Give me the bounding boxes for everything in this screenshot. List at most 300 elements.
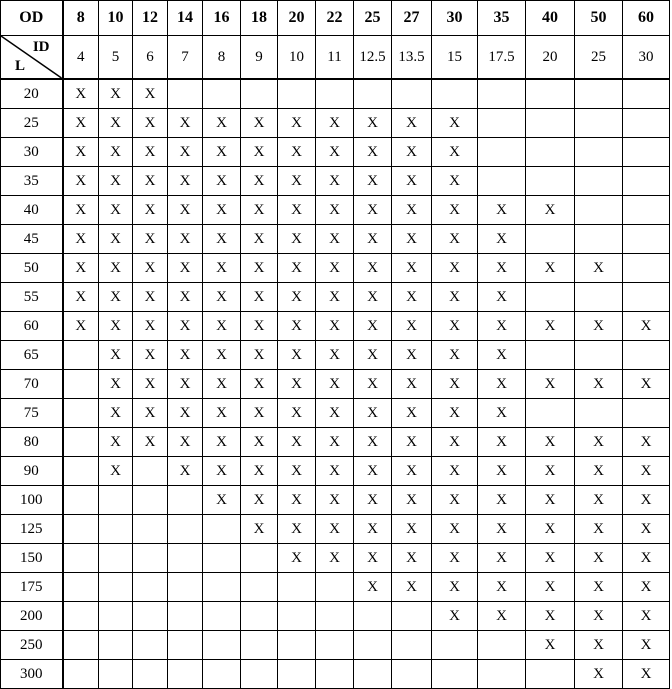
availability-mark-cell: X: [575, 312, 623, 341]
id-header-row: [1, 36, 670, 80]
empty-cell: [526, 225, 575, 254]
availability-mark-cell: X: [241, 138, 278, 167]
od-header-cell: 12: [133, 1, 168, 36]
od-header-cell: 40: [526, 1, 575, 36]
availability-mark-cell: X: [241, 167, 278, 196]
availability-mark-cell: X: [203, 196, 241, 225]
length-cell: 20: [1, 79, 63, 109]
length-cell: 65: [1, 341, 63, 370]
availability-mark-cell: X: [526, 370, 575, 399]
availability-mark-cell: X: [241, 196, 278, 225]
availability-mark-cell: X: [354, 254, 392, 283]
table-row: [1, 544, 670, 573]
empty-cell: [63, 515, 99, 544]
availability-mark-cell: X: [575, 544, 623, 573]
table-row: [1, 283, 670, 312]
table-row: [1, 457, 670, 486]
availability-mark-cell: X: [478, 544, 526, 573]
availability-mark-cell: X: [316, 341, 354, 370]
id-header-cell: 13.5: [392, 36, 432, 80]
empty-cell: [99, 544, 133, 573]
availability-mark-cell: X: [278, 457, 316, 486]
empty-cell: [316, 573, 354, 602]
empty-cell: [526, 283, 575, 312]
length-cell: 60: [1, 312, 63, 341]
availability-mark-cell: X: [133, 196, 168, 225]
availability-mark-cell: X: [168, 399, 203, 428]
empty-cell: [623, 283, 670, 312]
od-header-cell: 30: [432, 1, 478, 36]
empty-cell: [168, 573, 203, 602]
empty-cell: [63, 341, 99, 370]
availability-mark-cell: X: [354, 457, 392, 486]
od-header-cell: 60: [623, 1, 670, 36]
availability-mark-cell: X: [278, 138, 316, 167]
empty-cell: [526, 138, 575, 167]
empty-cell: [99, 486, 133, 515]
availability-mark-cell: X: [575, 254, 623, 283]
table-row: [1, 370, 670, 399]
availability-mark-cell: X: [432, 544, 478, 573]
table-row: [1, 660, 670, 689]
availability-mark-cell: X: [623, 486, 670, 515]
length-cell: 70: [1, 370, 63, 399]
availability-mark-cell: X: [478, 573, 526, 602]
empty-cell: [203, 515, 241, 544]
availability-mark-cell: X: [168, 370, 203, 399]
availability-mark-cell: X: [241, 254, 278, 283]
table-row: [1, 79, 670, 109]
empty-cell: [354, 660, 392, 689]
empty-cell: [203, 79, 241, 109]
empty-cell: [241, 660, 278, 689]
length-cell: 100: [1, 486, 63, 515]
availability-mark-cell: X: [168, 109, 203, 138]
availability-mark-cell: X: [99, 109, 133, 138]
availability-mark-cell: X: [168, 196, 203, 225]
empty-cell: [203, 631, 241, 660]
table-row: [1, 196, 670, 225]
empty-cell: [432, 660, 478, 689]
empty-cell: [478, 138, 526, 167]
empty-cell: [278, 631, 316, 660]
empty-cell: [316, 660, 354, 689]
availability-mark-cell: X: [203, 283, 241, 312]
empty-cell: [63, 602, 99, 631]
availability-mark-cell: X: [354, 544, 392, 573]
id-header-cell: 10: [278, 36, 316, 80]
availability-mark-cell: X: [392, 138, 432, 167]
availability-mark-cell: X: [623, 660, 670, 689]
empty-cell: [63, 370, 99, 399]
id-header-cell: 5: [99, 36, 133, 80]
availability-mark-cell: X: [278, 341, 316, 370]
empty-cell: [623, 341, 670, 370]
availability-mark-cell: X: [63, 283, 99, 312]
availability-mark-cell: X: [478, 457, 526, 486]
id-header-cell: 11: [316, 36, 354, 80]
id-l-corner-cell: [1, 36, 63, 80]
empty-cell: [623, 79, 670, 109]
empty-cell: [478, 631, 526, 660]
od-header-cell: 18: [241, 1, 278, 36]
availability-mark-cell: X: [354, 283, 392, 312]
od-header-cell: 35: [478, 1, 526, 36]
empty-cell: [133, 486, 168, 515]
availability-mark-cell: X: [168, 138, 203, 167]
availability-mark-cell: X: [316, 312, 354, 341]
od-header-cell: 22: [316, 1, 354, 36]
availability-mark-cell: X: [392, 399, 432, 428]
empty-cell: [575, 167, 623, 196]
availability-mark-cell: X: [526, 457, 575, 486]
availability-mark-cell: X: [432, 370, 478, 399]
availability-mark-cell: X: [478, 428, 526, 457]
availability-mark-cell: X: [203, 486, 241, 515]
availability-mark-cell: X: [278, 370, 316, 399]
empty-cell: [478, 167, 526, 196]
l-axis-label: L: [15, 58, 26, 74]
availability-mark-cell: X: [241, 486, 278, 515]
availability-mark-cell: X: [278, 167, 316, 196]
availability-mark-cell: X: [203, 312, 241, 341]
availability-mark-cell: X: [478, 515, 526, 544]
availability-mark-cell: X: [354, 341, 392, 370]
availability-mark-cell: X: [354, 109, 392, 138]
empty-cell: [63, 573, 99, 602]
empty-cell: [392, 660, 432, 689]
id-header-cell: 8: [203, 36, 241, 80]
empty-cell: [133, 457, 168, 486]
od-header-cell: 14: [168, 1, 203, 36]
availability-mark-cell: X: [432, 283, 478, 312]
availability-mark-cell: X: [133, 370, 168, 399]
availability-mark-cell: X: [526, 573, 575, 602]
empty-cell: [575, 225, 623, 254]
availability-mark-cell: X: [392, 370, 432, 399]
table-row: [1, 486, 670, 515]
empty-cell: [133, 660, 168, 689]
empty-cell: [203, 573, 241, 602]
id-header-cell: 25: [575, 36, 623, 80]
availability-mark-cell: X: [575, 515, 623, 544]
availability-mark-cell: X: [478, 283, 526, 312]
table-row: [1, 631, 670, 660]
empty-cell: [623, 138, 670, 167]
availability-mark-cell: X: [99, 196, 133, 225]
availability-mark-cell: X: [241, 341, 278, 370]
empty-cell: [63, 486, 99, 515]
availability-mark-cell: X: [316, 428, 354, 457]
length-cell: 55: [1, 283, 63, 312]
empty-cell: [241, 631, 278, 660]
availability-mark-cell: X: [432, 225, 478, 254]
empty-cell: [526, 341, 575, 370]
availability-mark-cell: X: [316, 254, 354, 283]
availability-mark-cell: X: [623, 544, 670, 573]
availability-mark-cell: X: [575, 573, 623, 602]
availability-mark-cell: X: [316, 515, 354, 544]
availability-mark-cell: X: [99, 370, 133, 399]
empty-cell: [278, 660, 316, 689]
availability-mark-cell: X: [392, 544, 432, 573]
table-row: [1, 109, 670, 138]
availability-mark-cell: X: [575, 602, 623, 631]
empty-cell: [623, 167, 670, 196]
availability-mark-cell: X: [392, 486, 432, 515]
availability-mark-cell: X: [478, 196, 526, 225]
availability-mark-cell: X: [63, 312, 99, 341]
availability-mark-cell: X: [99, 138, 133, 167]
availability-mark-cell: X: [316, 225, 354, 254]
availability-mark-cell: X: [354, 515, 392, 544]
availability-mark-cell: X: [478, 312, 526, 341]
availability-mark-cell: X: [133, 167, 168, 196]
empty-cell: [63, 457, 99, 486]
availability-mark-cell: X: [575, 660, 623, 689]
table-row: [1, 428, 670, 457]
empty-cell: [99, 602, 133, 631]
empty-cell: [392, 631, 432, 660]
availability-mark-cell: X: [99, 457, 133, 486]
availability-mark-cell: X: [432, 109, 478, 138]
length-cell: 25: [1, 109, 63, 138]
availability-mark-cell: X: [168, 254, 203, 283]
availability-mark-cell: X: [316, 457, 354, 486]
empty-cell: [241, 79, 278, 109]
availability-mark-cell: X: [133, 225, 168, 254]
table-row: [1, 341, 670, 370]
table-row: [1, 573, 670, 602]
empty-cell: [168, 544, 203, 573]
availability-mark-cell: X: [478, 602, 526, 631]
availability-mark-cell: X: [623, 370, 670, 399]
id-header-cell: 6: [133, 36, 168, 80]
availability-mark-cell: X: [203, 225, 241, 254]
empty-cell: [63, 544, 99, 573]
id-header-cell: 30: [623, 36, 670, 80]
availability-mark-cell: X: [575, 486, 623, 515]
empty-cell: [432, 631, 478, 660]
table-row: [1, 138, 670, 167]
empty-cell: [203, 660, 241, 689]
availability-mark-cell: X: [133, 109, 168, 138]
empty-cell: [168, 79, 203, 109]
empty-cell: [354, 631, 392, 660]
empty-cell: [63, 631, 99, 660]
length-cell: 150: [1, 544, 63, 573]
empty-cell: [575, 283, 623, 312]
availability-mark-cell: X: [133, 138, 168, 167]
availability-mark-cell: X: [316, 167, 354, 196]
empty-cell: [478, 79, 526, 109]
id-header-cell: 17.5: [478, 36, 526, 80]
empty-cell: [168, 602, 203, 631]
availability-mark-cell: X: [526, 544, 575, 573]
empty-cell: [63, 660, 99, 689]
availability-mark-cell: X: [99, 428, 133, 457]
availability-mark-cell: X: [316, 370, 354, 399]
availability-mark-cell: X: [432, 399, 478, 428]
length-cell: 50: [1, 254, 63, 283]
availability-mark-cell: X: [241, 457, 278, 486]
availability-mark-cell: X: [526, 428, 575, 457]
availability-mark-cell: X: [99, 283, 133, 312]
length-cell: 30: [1, 138, 63, 167]
availability-mark-cell: X: [432, 573, 478, 602]
availability-mark-cell: X: [354, 370, 392, 399]
availability-mark-cell: X: [278, 196, 316, 225]
availability-mark-cell: X: [168, 341, 203, 370]
availability-mark-cell: X: [133, 399, 168, 428]
empty-cell: [278, 573, 316, 602]
availability-mark-cell: X: [432, 486, 478, 515]
availability-mark-cell: X: [203, 457, 241, 486]
empty-cell: [278, 79, 316, 109]
availability-mark-cell: X: [575, 370, 623, 399]
availability-mark-cell: X: [63, 196, 99, 225]
availability-mark-cell: X: [392, 428, 432, 457]
table-row: [1, 515, 670, 544]
availability-mark-cell: X: [478, 399, 526, 428]
availability-mark-cell: X: [392, 457, 432, 486]
availability-mark-cell: X: [203, 341, 241, 370]
od-header-cell: 10: [99, 1, 133, 36]
availability-mark-cell: X: [99, 79, 133, 109]
empty-cell: [623, 225, 670, 254]
availability-mark-cell: X: [133, 341, 168, 370]
availability-mark-cell: X: [392, 109, 432, 138]
availability-mark-cell: X: [432, 138, 478, 167]
empty-cell: [623, 109, 670, 138]
availability-mark-cell: X: [354, 196, 392, 225]
availability-mark-cell: X: [133, 428, 168, 457]
availability-mark-cell: X: [241, 109, 278, 138]
availability-mark-cell: X: [99, 312, 133, 341]
availability-mark-cell: X: [99, 225, 133, 254]
table-row: [1, 602, 670, 631]
availability-mark-cell: X: [133, 312, 168, 341]
availability-mark-cell: X: [278, 109, 316, 138]
availability-mark-cell: X: [63, 138, 99, 167]
length-cell: 90: [1, 457, 63, 486]
od-header-cell: 20: [278, 1, 316, 36]
availability-mark-cell: X: [63, 79, 99, 109]
empty-cell: [526, 399, 575, 428]
length-cell: 80: [1, 428, 63, 457]
availability-mark-cell: X: [316, 196, 354, 225]
empty-cell: [623, 399, 670, 428]
empty-cell: [99, 515, 133, 544]
empty-cell: [623, 254, 670, 283]
availability-mark-cell: X: [526, 312, 575, 341]
availability-mark-cell: X: [63, 225, 99, 254]
availability-mark-cell: X: [99, 341, 133, 370]
availability-mark-cell: X: [432, 457, 478, 486]
availability-mark-cell: X: [241, 515, 278, 544]
empty-cell: [575, 196, 623, 225]
empty-cell: [575, 79, 623, 109]
id-header-cell: 15: [432, 36, 478, 80]
availability-mark-cell: X: [63, 109, 99, 138]
empty-cell: [575, 138, 623, 167]
availability-mark-cell: X: [316, 486, 354, 515]
availability-mark-cell: X: [432, 515, 478, 544]
availability-mark-cell: X: [63, 254, 99, 283]
availability-mark-cell: X: [316, 283, 354, 312]
empty-cell: [432, 79, 478, 109]
length-cell: 125: [1, 515, 63, 544]
availability-mark-cell: X: [278, 399, 316, 428]
empty-cell: [63, 399, 99, 428]
availability-mark-cell: X: [526, 196, 575, 225]
id-header-cell: 20: [526, 36, 575, 80]
empty-cell: [99, 660, 133, 689]
availability-mark-cell: X: [203, 109, 241, 138]
availability-mark-cell: X: [575, 631, 623, 660]
availability-mark-cell: X: [526, 602, 575, 631]
availability-mark-cell: X: [241, 283, 278, 312]
empty-cell: [63, 428, 99, 457]
availability-mark-cell: X: [278, 254, 316, 283]
od-corner-label: OD: [1, 1, 63, 36]
availability-mark-cell: X: [203, 370, 241, 399]
availability-mark-cell: X: [203, 167, 241, 196]
availability-mark-cell: X: [316, 399, 354, 428]
availability-mark-cell: X: [99, 167, 133, 196]
diagonal-divider: [1, 36, 62, 78]
availability-mark-cell: X: [526, 515, 575, 544]
availability-mark-cell: X: [354, 312, 392, 341]
empty-cell: [133, 515, 168, 544]
availability-mark-cell: X: [392, 196, 432, 225]
availability-mark-cell: X: [241, 399, 278, 428]
empty-cell: [133, 544, 168, 573]
table-row: [1, 399, 670, 428]
availability-mark-cell: X: [241, 370, 278, 399]
empty-cell: [241, 544, 278, 573]
table-row: [1, 312, 670, 341]
availability-mark-cell: X: [623, 428, 670, 457]
availability-mark-cell: X: [354, 225, 392, 254]
table-row: [1, 225, 670, 254]
availability-mark-cell: X: [623, 515, 670, 544]
od-header-cell: 50: [575, 1, 623, 36]
availability-mark-cell: X: [99, 254, 133, 283]
empty-cell: [316, 602, 354, 631]
empty-cell: [241, 602, 278, 631]
empty-cell: [623, 196, 670, 225]
availability-mark-cell: X: [63, 167, 99, 196]
availability-mark-cell: X: [168, 457, 203, 486]
availability-mark-cell: X: [623, 631, 670, 660]
availability-mark-cell: X: [623, 602, 670, 631]
od-header-cell: 25: [354, 1, 392, 36]
availability-mark-cell: X: [278, 283, 316, 312]
availability-mark-cell: X: [432, 196, 478, 225]
table-row: [1, 254, 670, 283]
empty-cell: [575, 109, 623, 138]
availability-mark-cell: X: [526, 631, 575, 660]
availability-mark-cell: X: [478, 486, 526, 515]
empty-cell: [354, 602, 392, 631]
empty-cell: [575, 399, 623, 428]
availability-mark-cell: X: [478, 254, 526, 283]
empty-cell: [316, 631, 354, 660]
empty-cell: [478, 660, 526, 689]
empty-cell: [99, 631, 133, 660]
availability-mark-cell: X: [354, 167, 392, 196]
